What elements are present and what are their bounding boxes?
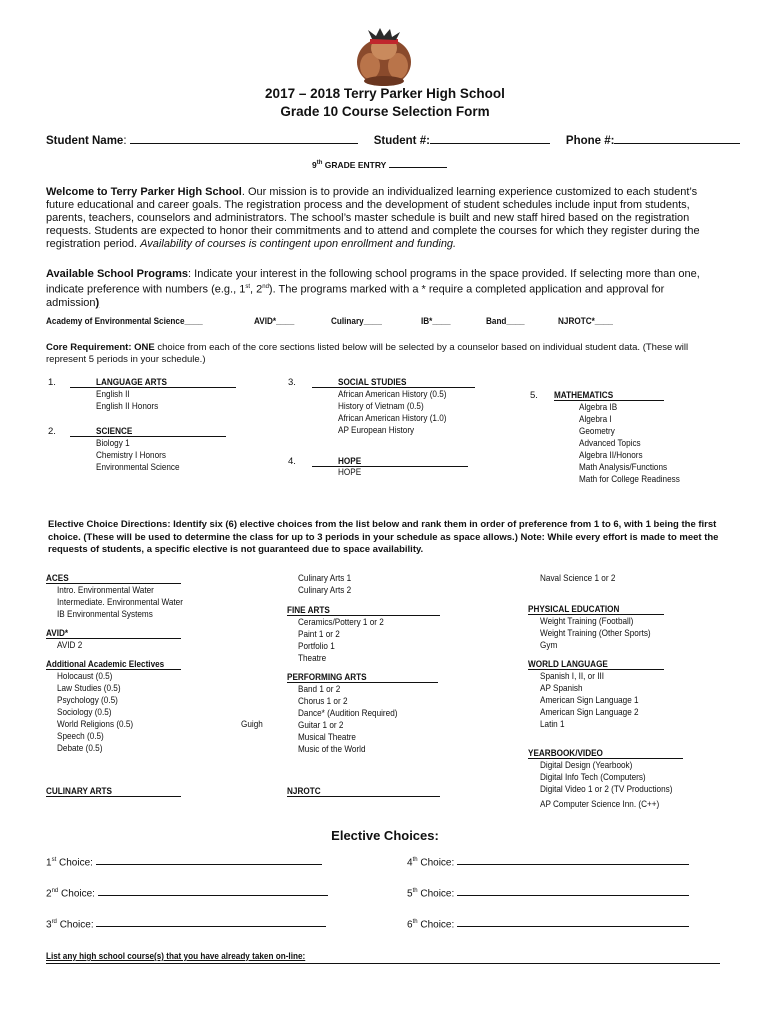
core-num-4: 4.	[288, 456, 296, 467]
choice-2-field[interactable]	[98, 895, 328, 896]
core-list-4: HOPE	[338, 467, 362, 478]
student-info-row: Student Name: Student #: Phone #:	[46, 135, 740, 147]
core-title-4: HOPE	[338, 456, 362, 467]
choice-6-field[interactable]	[457, 926, 689, 927]
culinary-list: Culinary Arts 1 Culinary Arts 2	[298, 573, 352, 596]
core-requirement: Core Requirement: ONE choice from each of the core sections listed below will be selected by a counselor based on individual student data. (These will represent 5 periods in your schedule.)	[46, 342, 689, 365]
grade-entry: 9th GRADE ENTRY	[312, 160, 447, 170]
njrotc-title: NJROTC	[287, 786, 321, 797]
elective-directions: Elective Choice Directions: Identify six (6) elective choices from the list below and rank them in order of preference from 1 to 6, with 1 being the first choice. (These will be used to determine the class for up to 3 periods in your schedule as space allows.) Note: While every effort is made to meet the requests of students, a specific elective is not guaranteed due to space availability.	[48, 519, 719, 555]
phone-label: Phone #:	[565, 135, 615, 147]
pe-title: PHYSICAL EDUCATION	[528, 604, 620, 615]
culinary-title: CULINARY ARTS	[46, 786, 112, 797]
core-num-5: 5.	[530, 390, 538, 401]
choice-4-field[interactable]	[457, 864, 689, 865]
academic-list: Holocaust (0.5) Law Studies (0.5) Psychology (0.5) Sociology (0.5) World Religions (0.5) Speech (0.5) Debate (0.5)	[57, 671, 134, 754]
core-title-3: SOCIAL STUDIES	[338, 377, 407, 388]
form-title: Grade 10 Course Selection Form	[280, 104, 490, 119]
core-title-5: MATHEMATICS	[554, 390, 614, 401]
core-num-2: 2.	[48, 426, 56, 437]
core-line-4	[312, 456, 468, 467]
program-njrotc[interactable]: NJROTC*____	[558, 316, 613, 327]
phone-field[interactable]	[614, 143, 740, 144]
choice-2: 2nd Choice:	[46, 888, 328, 899]
performing-list: Band 1 or 2 Chorus 1 or 2 Dance* (Audition Required) Guitar 1 or 2 Musical Theatre Music of the World	[298, 684, 398, 755]
online-courses-label: List any high school course(s) that you have already taken on-line:	[46, 951, 306, 962]
program-band[interactable]: Band____	[486, 316, 525, 327]
student-number-field[interactable]	[430, 143, 550, 144]
choice-3-field[interactable]	[96, 926, 326, 927]
fine-arts-title: FINE ARTS	[287, 605, 330, 616]
grade-entry-field[interactable]	[389, 167, 447, 168]
welcome-paragraph: Welcome to Terry Parker High School. Our mission is to provide an individualized learning experience customized to each student’s future educational and career goals. The registration process and the development of student schedules include input from students, parents, teachers, counselors and administrators. The school’s master schedule is built and new staff hired based on the registration requests. Students are expected to honor their commitments and to attend and complete the courses for which they register during the registration period. Availability of courses is contingent upon enrollment and funding.	[46, 186, 700, 250]
program-ib[interactable]: IB*____	[421, 316, 451, 327]
core-list-1: English II English II Honors	[96, 389, 159, 412]
performing-title: PERFORMING ARTS	[287, 672, 367, 683]
core-list-3: African American History (0.5) History of Vietnam (0.5) African American History (1.0) AP European History	[338, 389, 447, 436]
core-list-5: Algebra IB Algebra I Geometry Advanced Topics Algebra II/Honors Math Analysis/Functions Math for College Readiness	[579, 402, 680, 485]
avid-title: AVID*	[46, 628, 69, 639]
core-line-2	[70, 426, 226, 437]
core-list-2: Biology 1 Chemistry I Honors Environmental Science	[96, 438, 180, 473]
choice-4: 4th Choice:	[407, 857, 689, 868]
student-name-label: Student Name	[46, 135, 124, 147]
program-aces[interactable]: Academy of Environmental Science____	[46, 316, 203, 327]
programs-paragraph: Available School Programs: Indicate your interest in the following school programs in the space provided. If selecting more than one, indicate preference with numbers (e.g., 1st, 2nd). The programs marked with a * require a completed application and approval for admission)	[46, 268, 700, 309]
academic-title: Additional Academic Electives	[46, 659, 165, 670]
student-name-field[interactable]	[130, 143, 358, 144]
student-number-label: Student #:	[373, 135, 430, 147]
naval-science: Naval Science 1 or 2	[540, 573, 616, 584]
pe-list: Weight Training (Football) Weight Training (Other Sports) Gym	[540, 616, 651, 651]
core-num-3: 3.	[288, 377, 296, 388]
program-avid[interactable]: AVID*____	[254, 316, 295, 327]
core-title-1: LANGUAGE ARTS	[96, 377, 167, 388]
aces-title: ACES	[46, 573, 69, 584]
core-title-2: SCIENCE	[96, 426, 133, 437]
aces-list: Intro. Environmental Water Intermediate. Environmental Water IB Environmental Systems	[57, 585, 183, 620]
guigh-text: Guigh	[241, 719, 263, 730]
form-title-year: 2017 – 2018 Terry Parker High School	[265, 86, 505, 101]
elective-choices-heading: Elective Choices:	[331, 828, 439, 843]
program-culinary[interactable]: Culinary____	[331, 316, 382, 327]
avid-list: AVID 2	[57, 640, 83, 651]
wl-list: Spanish I, II, or III AP Spanish American Sign Language 1 American Sign Language 2 Latin 1	[540, 671, 639, 730]
wl-title: WORLD LANGUAGE	[528, 659, 608, 670]
choice-6: 6th Choice:	[407, 919, 689, 930]
programs-row	[46, 316, 746, 330]
choice-3: 3rd Choice:	[46, 919, 326, 930]
core-num-1: 1.	[48, 377, 56, 388]
fine-arts-list: Ceramics/Pottery 1 or 2 Paint 1 or 2 Portfolio 1 Theatre	[298, 617, 384, 664]
yb-title: YEARBOOK/VIDEO	[528, 748, 603, 759]
choice-5-field[interactable]	[457, 895, 689, 896]
choice-5: 5th Choice:	[407, 888, 689, 899]
yb-list: Digital Design (Yearbook) Digital Info Tech (Computers) Digital Video 1 or 2 (TV Productions)	[540, 760, 673, 795]
choice-1: 1st Choice:	[46, 857, 322, 868]
mascot-logo	[354, 26, 414, 88]
choice-1-field[interactable]	[96, 864, 322, 865]
ap-cs: AP Computer Science Inn. (C++)	[540, 799, 660, 810]
